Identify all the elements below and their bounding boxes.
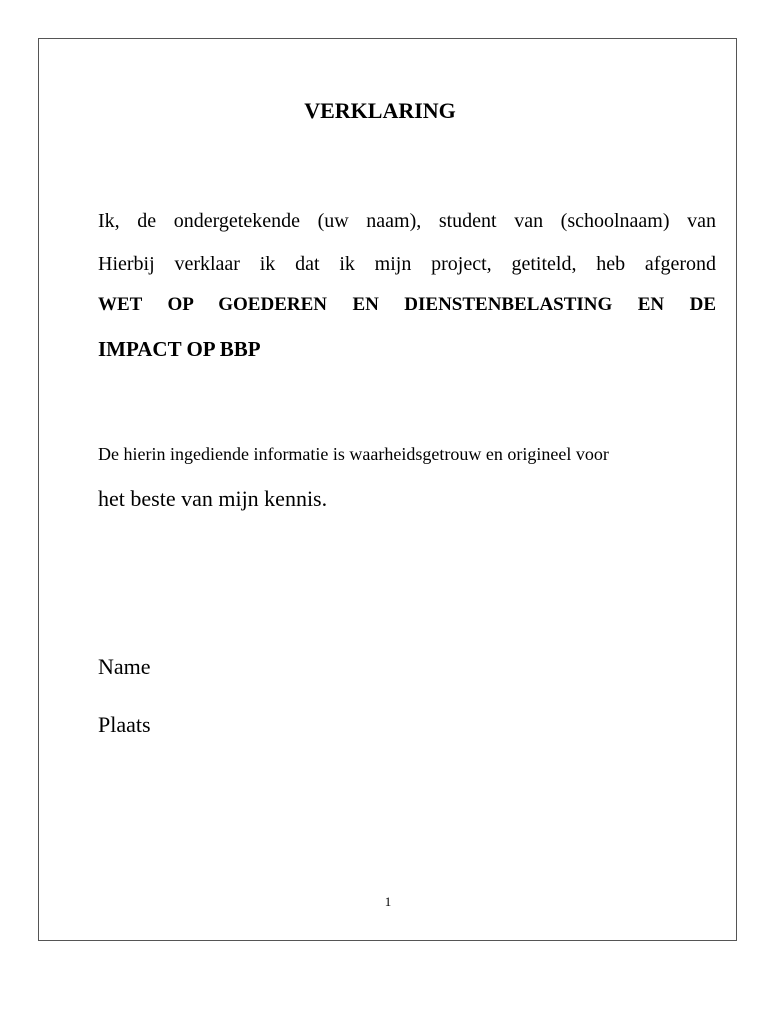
- place-field-label: Plaats: [98, 712, 151, 737]
- project-title-line-1: WET OP GOEDEREN EN DIENSTENBELASTING EN DE: [98, 294, 716, 315]
- project-title-line-2: IMPACT OP BBP: [98, 337, 261, 361]
- declaration-line-2: Hierbij verklaar ik dat ik mijn project, getiteld, heb afgerond: [98, 253, 716, 275]
- statement-line-2: het beste van mijn kennis.: [98, 486, 328, 511]
- declaration-line-1: Ik, de ondergetekende (uw naam), student van (schoolnaam) van: [98, 210, 716, 232]
- statement-line-1: De hierin ingediende informatie is waarheidsgetrouw en origineel voor: [98, 444, 609, 464]
- page-number: 1: [384, 894, 392, 909]
- name-field-label: Name: [98, 654, 151, 679]
- document-title: VERKLARING: [304, 98, 456, 123]
